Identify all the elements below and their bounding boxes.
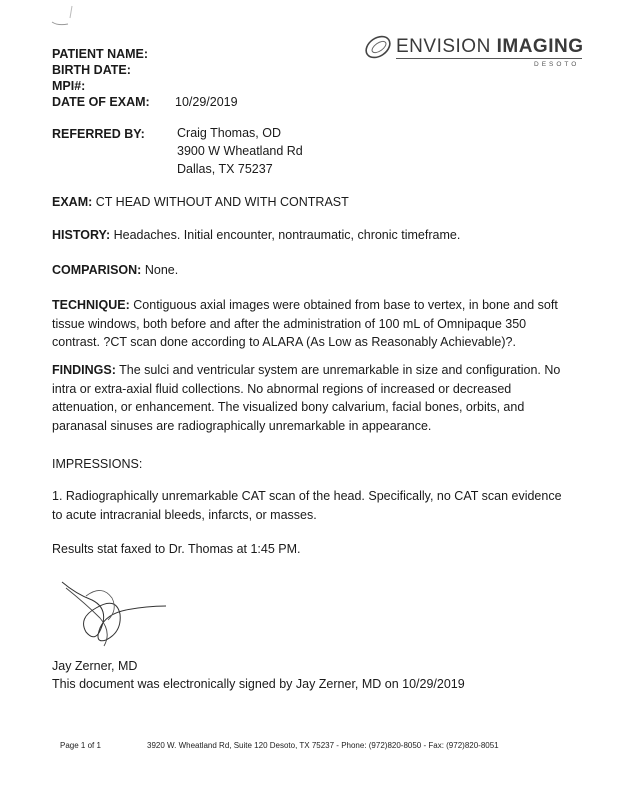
envision-imaging-logo xyxy=(362,36,586,76)
signature-statement: This document was electronically signed by Jay Zerner, MD on 10/29/2019 xyxy=(52,677,465,691)
referrer-name: Craig Thomas, OD xyxy=(177,126,281,140)
exam-text: CT HEAD WITHOUT AND WITH CONTRAST xyxy=(95,195,349,209)
logo-underline xyxy=(396,58,582,59)
impressions-heading: IMPRESSIONS: xyxy=(52,457,143,471)
findings-text: The sulci and ventricular system are unremarkable in size and configuration. No intra or extra-axial fluid collections. No abnormal regions of increased or decreased attenuation, or enhancement. The visualized bony calvarium, facial bones, orbits, and paranasal sinuses are radiographically unremarkable in appearance. xyxy=(52,363,561,433)
findings-section xyxy=(52,361,567,435)
referring-physician-block xyxy=(177,124,303,178)
history-text: Headaches. Initial encounter, nontraumatic, chronic timeframe. xyxy=(113,228,461,242)
patient-name-label: PATIENT NAME: xyxy=(52,47,149,61)
comparison-text: None. xyxy=(144,263,179,277)
mpi-label: MPI#: xyxy=(52,79,86,93)
findings-label: FINDINGS: xyxy=(52,363,116,377)
footer-page-number: Page 1 of 1 xyxy=(60,741,101,750)
referrer-address-line1: 3900 W Wheatland Rd xyxy=(177,144,303,158)
logo-word-bold: IMAGING xyxy=(496,36,584,57)
signer-name: Jay Zerner, MD xyxy=(52,659,138,673)
date-of-exam-label: DATE OF EXAM: xyxy=(52,95,150,109)
scan-artifact-mark xyxy=(50,4,80,28)
impression-item-1: 1. Radiographically unremarkable CAT scan of the head. Specifically, no CAT scan evidence to acute intracranial bleeds, infarcts, or masses. xyxy=(52,489,562,522)
logo-subtitle: DESOTO xyxy=(534,61,580,68)
exam-section xyxy=(52,193,567,212)
technique-text: Contiguous axial images were obtained from base to vertex, in bone and soft tissue windows, both before and after the administration of 100 mL of Omnipaque 350 contrast. ?CT scan done according to ALARA (As Low as Reasonably Achievable)?. xyxy=(52,298,558,349)
logo-wordmark xyxy=(396,36,583,58)
referrer-address-line2: Dallas, TX 75237 xyxy=(177,162,273,176)
history-section xyxy=(52,226,567,245)
comparison-label: COMPARISON: xyxy=(52,263,142,277)
results-note: Results stat faxed to Dr. Thomas at 1:45 PM. xyxy=(52,542,301,556)
footer-address: 3920 W. Wheatland Rd, Suite 120 Desoto, TX 75237 - Phone: (972)820-8050 - Fax: (972)820-8051 xyxy=(147,741,499,750)
technique-section xyxy=(52,296,567,352)
handwritten-signature xyxy=(56,574,176,654)
date-of-exam-value: 10/29/2019 xyxy=(175,95,238,109)
logo-word-light: ENVISION xyxy=(396,36,491,57)
history-label: HISTORY: xyxy=(52,228,111,242)
technique-label: TECHNIQUE: xyxy=(52,298,130,312)
birth-date-label: BIRTH DATE: xyxy=(52,63,131,77)
referred-by-label: REFERRED BY: xyxy=(52,127,145,141)
logo-swirl-icon xyxy=(362,32,396,62)
exam-label: EXAM: xyxy=(52,195,93,209)
comparison-section xyxy=(52,261,567,280)
